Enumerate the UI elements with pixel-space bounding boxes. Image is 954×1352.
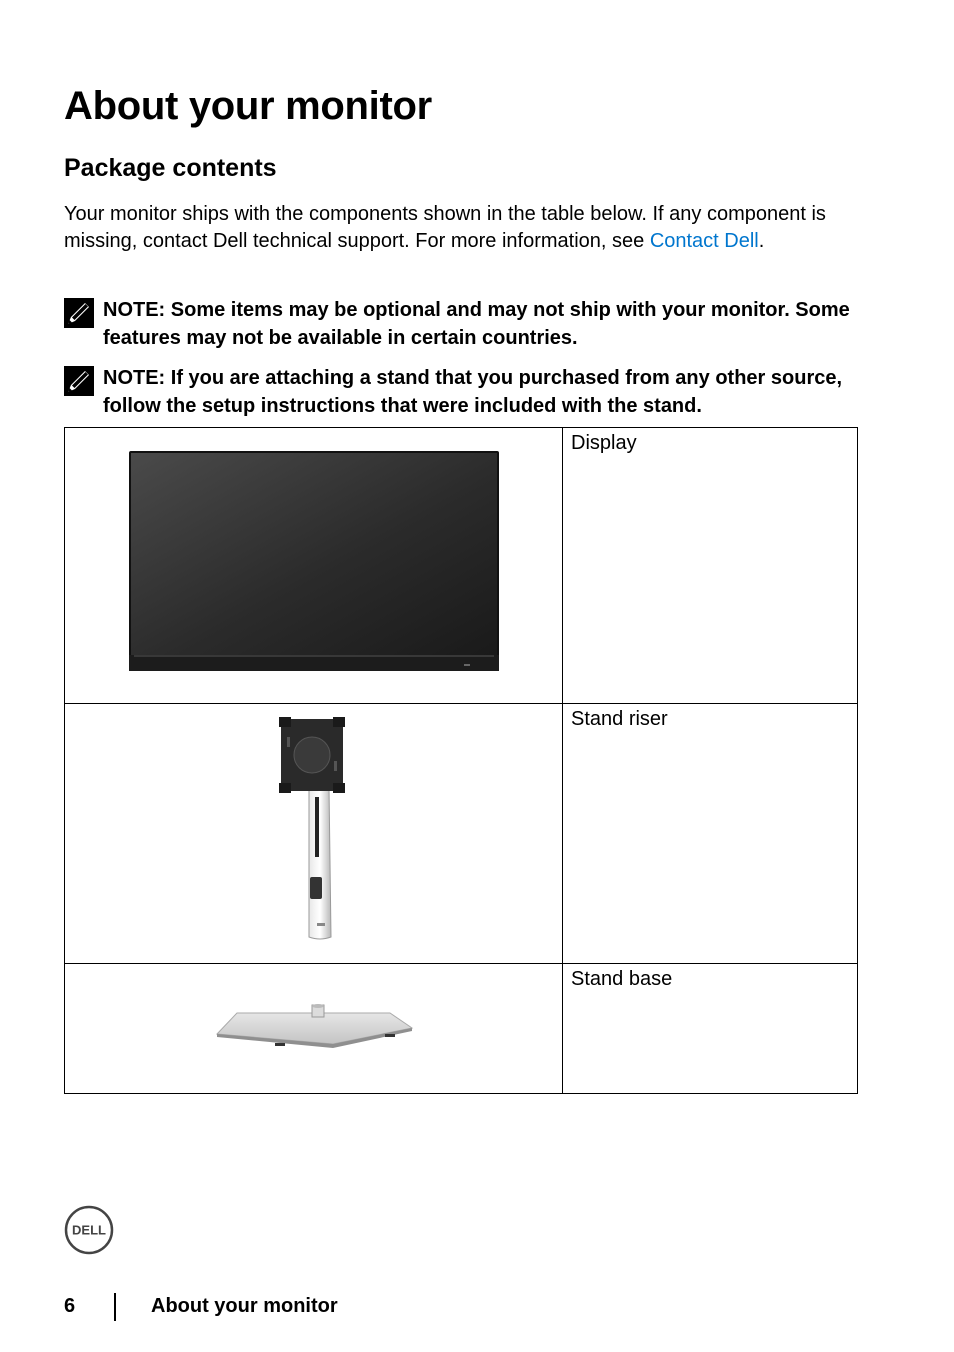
package-contents-table [64,427,858,1094]
display-label: Display [563,428,858,704]
footer-divider [114,1293,116,1321]
intro-text: Your monitor ships with the components shown in the table below. If any component is missing, contact Dell technical support. For more information, see [64,203,826,252]
note-text: NOTE: If you are attaching a stand that you purchased from any other source, follow the setup instructions that were included with the stand. [103,367,843,417]
page-title: About your monitor [64,84,432,128]
svg-text:DELL: DELL [72,1222,106,1238]
section-title: Package contents [64,154,277,182]
intro-end: . [758,230,765,252]
contact-dell-link[interactable]: Contact Dell [649,230,759,252]
stand-riser-label: Stand riser [563,704,858,964]
dell-logo [64,1205,114,1255]
display-image-cell [65,428,563,704]
page-number: 6 [64,1295,76,1317]
stand-riser-image-cell [65,704,563,964]
note-optional-items [64,296,864,352]
stand-base-label: Stand base [563,964,858,1094]
stand-base-image [215,1004,415,1052]
intro-paragraph [64,201,854,255]
table-row [65,704,858,964]
monitor-display-image [128,450,500,672]
note-third-party-stand [64,364,864,420]
table-row [65,428,858,704]
footer-section-title: About your monitor [151,1295,338,1317]
stand-riser-image [279,717,349,941]
stand-base-image-cell [65,964,563,1094]
note-pencil-icon [64,298,94,328]
note-text: NOTE: Some items may be optional and may not ship with your monitor. Some features may not be available in certain countries. [103,299,850,349]
note-pencil-icon [64,366,94,396]
table-row [65,964,858,1094]
